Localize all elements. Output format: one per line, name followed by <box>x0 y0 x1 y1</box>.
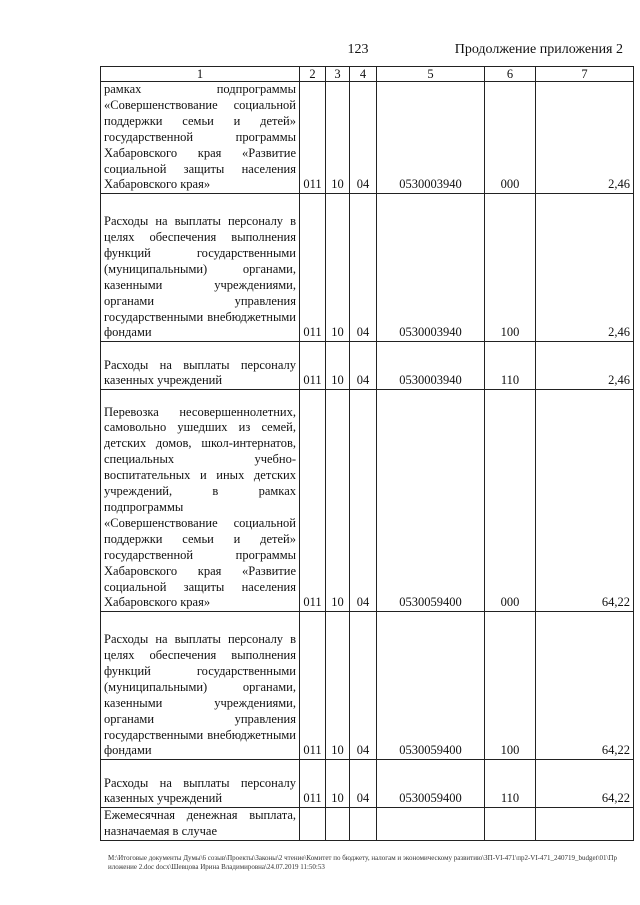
page-number: 123 <box>347 42 369 57</box>
ministry-code: 011 <box>300 612 326 760</box>
target-article-code: 0530003940 <box>377 82 485 194</box>
column-header: 2 <box>300 67 326 82</box>
amount: 64,22 <box>536 760 634 808</box>
target-article-code: 0530059400 <box>377 390 485 612</box>
column-header: 1 <box>101 67 300 82</box>
expense-type-code: 100 <box>485 612 536 760</box>
section-code: 10 <box>326 612 350 760</box>
subsection-code: 04 <box>350 612 377 760</box>
subsection-code: 04 <box>350 82 377 194</box>
amount: 2,46 <box>536 342 634 390</box>
expense-type-code: 110 <box>485 760 536 808</box>
section-code: 10 <box>326 342 350 390</box>
expense-type-code: 000 <box>485 390 536 612</box>
column-header: 4 <box>350 67 377 82</box>
ministry-code <box>300 808 326 841</box>
ministry-code: 011 <box>300 82 326 194</box>
ministry-code: 011 <box>300 760 326 808</box>
target-article-code: 0530003940 <box>377 194 485 342</box>
amount: 64,22 <box>536 612 634 760</box>
target-article-code <box>377 808 485 841</box>
column-header: 3 <box>326 67 350 82</box>
section-code: 10 <box>326 760 350 808</box>
column-header: 6 <box>485 67 536 82</box>
subsection-code: 04 <box>350 194 377 342</box>
subsection-code: 04 <box>350 342 377 390</box>
target-article-code: 0530003940 <box>377 342 485 390</box>
table-row <box>101 82 634 194</box>
subsection-code <box>350 808 377 841</box>
expense-description: Расходы на выплаты персоналу в целях обеспечения выполнения функций государственными (муниципальными) органами, казенными учреждениями, органами управления государственными внебюджетными фондами <box>101 612 300 760</box>
target-article-code: 0530059400 <box>377 612 485 760</box>
section-code <box>326 808 350 841</box>
table-row <box>101 342 634 390</box>
expense-description: Ежемесячная денежная выплата, назначаемая в случае <box>101 808 300 841</box>
table-row <box>101 760 634 808</box>
section-code: 10 <box>326 82 350 194</box>
table-header-row <box>101 67 634 82</box>
expense-description: рамках подпрограммы «Совершенствование социальной поддержки семьи и детей» государственной программы Хабаровского края «Развитие социальной защиты населения Хабаровского края» <box>101 82 300 194</box>
expense-description: Расходы на выплаты персоналу в целях обеспечения выполнения функций государственными (муниципальными) органами, казенными учреждениями, органами управления государственными внебюджетными фондами <box>101 194 300 342</box>
column-header: 5 <box>377 67 485 82</box>
ministry-code: 011 <box>300 390 326 612</box>
expense-type-code: 110 <box>485 342 536 390</box>
table-row <box>101 612 634 760</box>
expense-type-code: 100 <box>485 194 536 342</box>
expense-description: Расходы на выплаты персоналу казенных учреждений <box>101 760 300 808</box>
table-row <box>101 808 634 841</box>
amount: 64,22 <box>536 390 634 612</box>
expense-type-code <box>485 808 536 841</box>
subsection-code: 04 <box>350 390 377 612</box>
amount: 2,46 <box>536 82 634 194</box>
expense-description: Расходы на выплаты персоналу казенных учреждений <box>101 342 300 390</box>
table-row <box>101 390 634 612</box>
amount: 2,46 <box>536 194 634 342</box>
budget-table <box>100 66 634 841</box>
table-row <box>101 194 634 342</box>
continuation-heading: Продолжение приложения 2 <box>454 42 623 57</box>
expense-type-code: 000 <box>485 82 536 194</box>
amount <box>536 808 634 841</box>
target-article-code: 0530059400 <box>377 760 485 808</box>
subsection-code: 04 <box>350 760 377 808</box>
ministry-code: 011 <box>300 194 326 342</box>
expense-description: Перевозка несовершеннолетних, самовольно ушедших из семей, детских домов, школ-интернатов, специальных учебно-воспитательных и иных детских учреждений, в рамках подпрограммы «Совершенствование социальной поддержки семьи и детей» государственной программы Хабаровского края «Развитие социальной защиты населения Хабаровского края» <box>101 390 300 612</box>
column-header: 7 <box>536 67 634 82</box>
section-code: 10 <box>326 390 350 612</box>
document-path-footer: M:\Итоговые документы Думы\6 созыв\Проекты\Законы\2 чтение\Комитет по бюджету, налогам и экономическому развитию\ЗП-VI-471\пр2-VI-471_240719_budget\01\Приложение 2.doc docx\Шевцова Ирина Владимировна\24.07.2019 11:50:53 <box>108 854 617 871</box>
section-code: 10 <box>326 194 350 342</box>
ministry-code: 011 <box>300 342 326 390</box>
